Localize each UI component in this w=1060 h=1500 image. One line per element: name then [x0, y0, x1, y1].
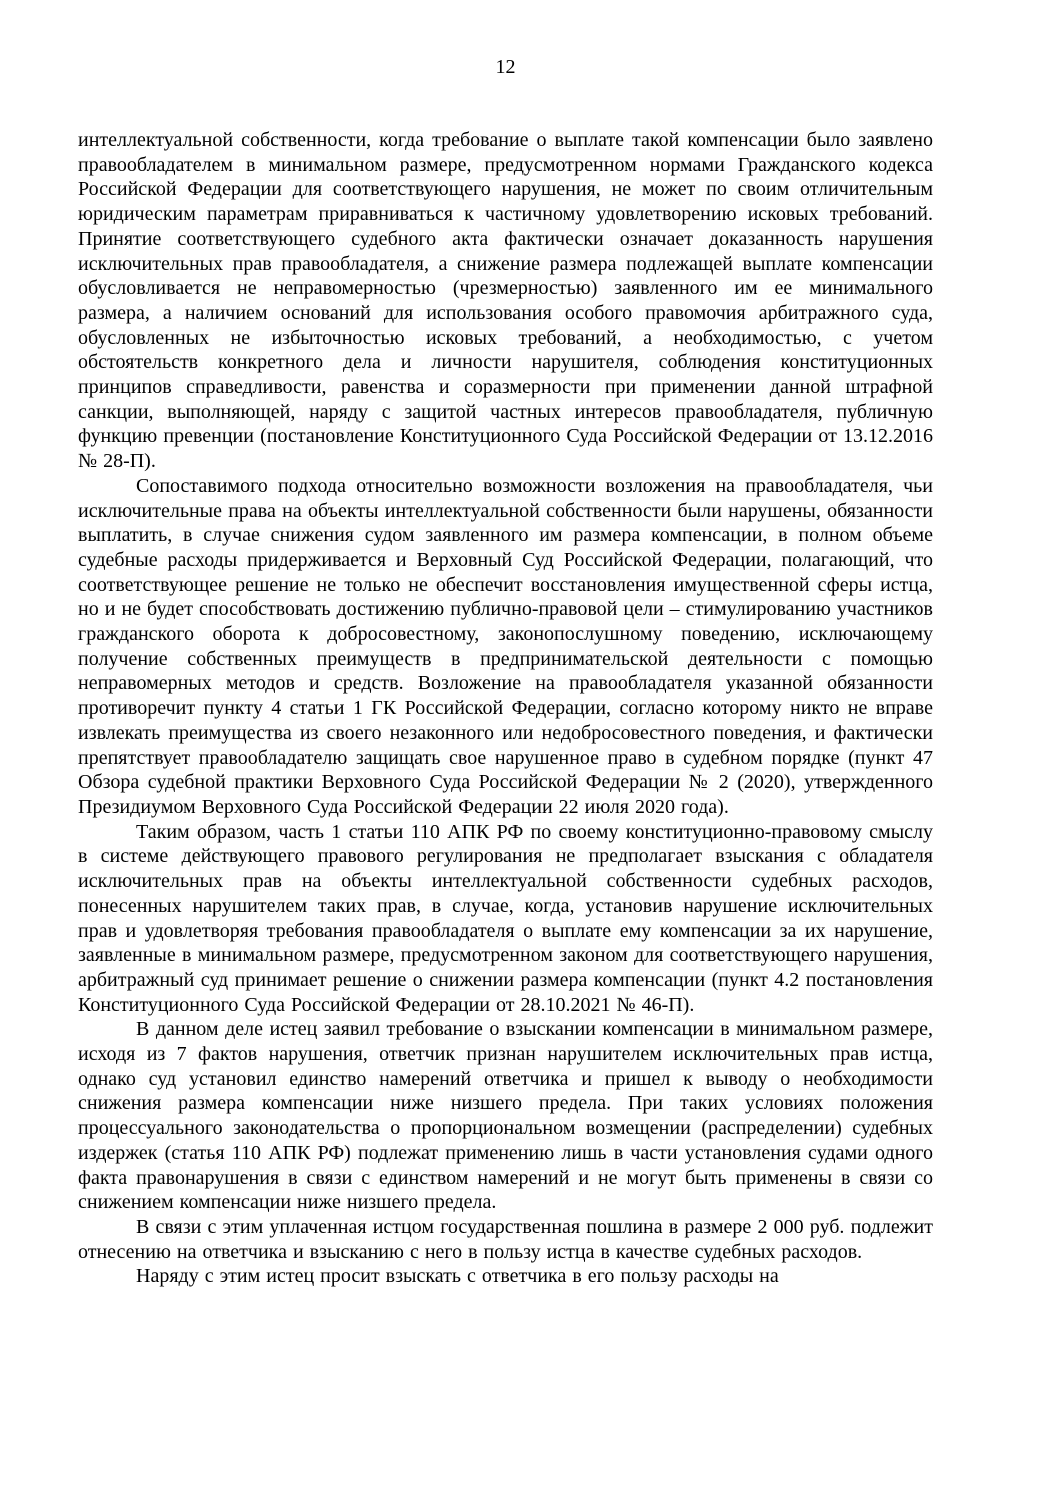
- page-number: 12: [495, 56, 516, 78]
- paragraph: В данном деле истец заявил требование о взыскании компенсации в минимальном размере, исходя из 7 фактов нарушения, ответчик признан нарушителем исключительных прав истца, однако суд установил единство намерений ответчика и пришел к выводу о необходимости снижения размера компенсации ниже низшего предела. При таких условиях положения процессуального законодательства о пропорциональном возмещении (распределении) судебных издержек (статья 110 АПК РФ) подлежат применению лишь в части установления судами одного факта правонарушения в связи с единством намерений и не могут быть применены в связи со снижением компенсации ниже низшего предела.: [78, 1018, 933, 1214]
- paragraph: Сопоставимого подхода относительно возможности возложения на правообладателя, чьи исключительные права на объекты интеллектуальной собственности были нарушены, обязанности выплатить, в случае снижения судом заявленного им размера компенсации, в полном объеме судебные расходы придерживается и Верховный Суд Российской Федерации, полагающий, что соответствующее решение не только не обеспечит восстановления имущественной сферы истца, но и не будет способствовать достижению публично-правовой цели – стимулированию участников гражданского оборота к добросовестному, законопослушному поведению, исключающему получение собственных преимуществ в предпринимательской деятельности с помощью неправомерных методов и средств. Возложение на правообладателя указанной обязанности противоречит пункту 4 статьи 1 ГК Российской Федерации, согласно которому никто не вправе извлекать преимущества из своего незаконного или недобросовестного поведения, и фактически препятствует правообладателю защищать свое нарушенное право в судебном порядке (пункт 47 Обзора судебной практики Верховного Суда Российской Федерации № 2 (2020), утвержденного Президиумом Верховного Суда Российской Федерации 22 июля 2020 года).: [78, 474, 933, 818]
- paragraph: Таким образом, часть 1 статьи 110 АПК РФ по своему конституционно-правовому смыслу в системе действующего правового регулирования не предполагает взыскания с обладателя исключительных прав на объекты интеллектуальной собственности судебных расходов, понесенных нарушителем таких прав, в случае, когда, установив нарушение исключительных прав и удовлетворяя требования правообладателя о выплате ему компенсации за их нарушение, заявленные в минимальном размере, предусмотренном законом для соответствующего нарушения, арбитражный суд принимает решение о снижении размера компенсации (пункт 4.2 постановления Конституционного Суда Российской Федерации от 28.10.2021 № 46-П).: [78, 820, 933, 1016]
- paragraph: интеллектуальной собственности, когда требование о выплате такой компенсации было заявлено правообладателем в минимальном размере, предусмотренном нормами Гражданского кодекса Российской Федерации для соответствующего нарушения, не может по своим отличительным юридическим параметрам приравниваться к частичному удовлетворению исковых требований. Принятие соответствующего судебного акта фактически означает доказанность нарушения исключительных прав правообладателя, а снижение размера подлежащей выплате компенсации обусловливается не неправомерностью (чрезмерностью) заявленного им ее минимального размера, а наличием оснований для использования особого правомочия арбитражного суда, обусловленных не избыточностью исковых требований, а необходимостью, с учетом обстоятельств конкретного дела и личности нарушителя, соблюдения конституционных принципов справедливости, равенства и соразмерности при применении данной штрафной санкции, выполняющей, наряду с защитой частных интересов правообладателя, публичную функцию превенции (постановление Конституционного Суда Российской Федерации от 13.12.2016 № 28-П).: [78, 129, 933, 473]
- document-body: [78, 128, 933, 1289]
- paragraph: В связи с этим уплаченная истцом государственная пошлина в размере 2 000 руб. подлежит отнесению на ответчика и взысканию с него в пользу истца в качестве судебных расходов.: [78, 1215, 933, 1263]
- paragraph: Наряду с этим истец просит взыскать с ответчика в его пользу расходы на: [136, 1265, 779, 1288]
